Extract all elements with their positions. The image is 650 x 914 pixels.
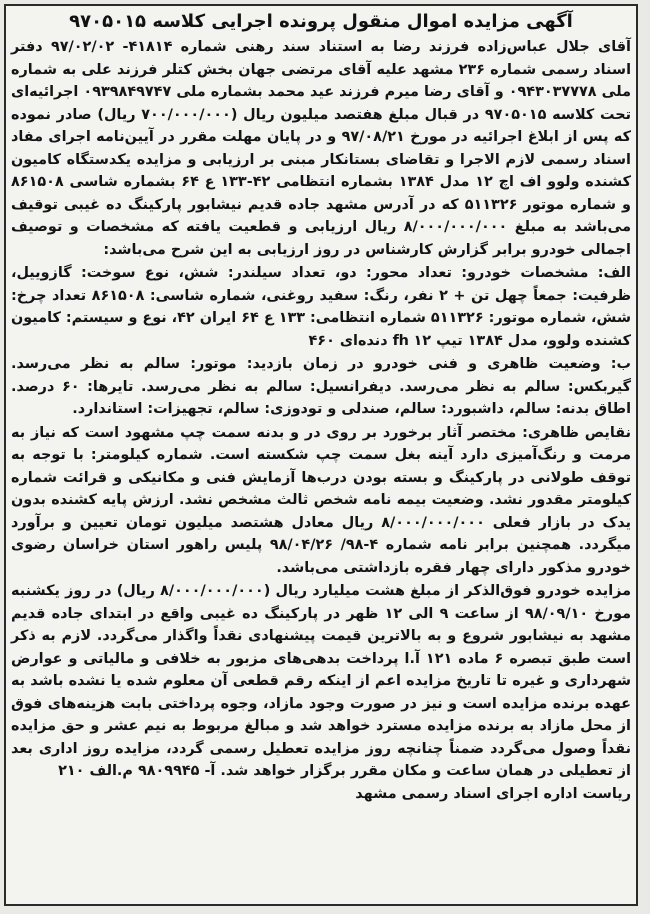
intro-paragraph: آقای جلال عباس‌زاده فرزند رضا به استناد سند رهنی شماره ۴۱۸۱۴- ۹۷/۰۲/۰۲ دفتر اسناد رسمی شماره ۲۳۶ مشهد علیه آقای مرتضی جهان بخش کتلر فرزند علی به شماره ملی ۰۹۴۳۰۳۷۷۷۸ و آقای رضا میرم فرزند عید محمد بشماره ملی ۰۹۳۹۸۴۹۷۴۷ اجرائیه‌ای تحت کلاسه ۹۷۰۵۰۱۵ در قبال مبلغ هفتصد میلیون ریال (۷۰۰/۰۰۰/۰۰۰ ریال) صادر نموده که پس از ابلاغ اجرائیه در مورخ ۹۷/۰۸/۲۱ و در پایان مهلت مقرر در آیین‌نامه اجرای مفاد اسناد رسمی لازم الاجرا و تقاضای بستانکار مبنی بر ارزیابی و مزایده یکدستگاه کامیون کشنده ولوو اف اچ ۱۲ مدل ۱۳۸۴ بشماره انتظامی ۴۲-۱۳۳ ع ۶۴ بشماره شاسی ۸۶۱۵۰۸ و شماره موتور ۵۱۱۳۲۶ که در آدرس مشهد جاده قدیم نیشابور پارکینگ ده غیبی توقیف می‌باشد به مبلغ ۸/۰۰۰/۰۰۰/۰۰۰ ریال ارزیابی و قطعیت یافته که مشخصات و توصیف اجمالی خودرو برابر گزارش کارشناس در روز ارزیابی به این شرح می‌باشد: <box>11 39 632 258</box>
notice-title: آگهی مزایده اموال منقول پرونده اجرایی کلاسه ۹۷۰۵۰۱۵ <box>69 11 573 32</box>
vehicle-condition-paragraph: ب: وضعیت ظاهری و فنی خودرو در زمان بازدید: موتور: سالم به نظر می‌رسد. گیربکس: سالم به نظر می‌رسد. دیفرانسیل: سالم به نظر می‌رسد. تایرها: ۶۰ درصد. اطاق بدنه: سالم، داشبورد: سالم، صندلی و تودوزی: سالم، تجهیزات: استاندارد. <box>11 356 631 417</box>
auction-terms-paragraph: مزایده خودرو فوق‌الذکر از مبلغ هشت میلیارد ریال (۸/۰۰۰/۰۰۰/۰۰۰ ریال) در روز یکشنبه مورخ ۹۸/۰۹/۱۰ از ساعت ۹ الی ۱۲ ظهر در پارکینگ ده غیبی واقع در ابتدای جاده قدیم مشهد به نیشابور شروع و به بالاترین قیمت پیشنهادی نقداً واگذار می‌گردد. لازم به ذکر است طبق تبصره ۶ ماده ۱۲۱ آ.ا پرداخت بدهی‌های مزبور به خلافی و مالیاتی و عوارض شهرداری و غیره تا تاریخ مزایده اعم از اینکه رقم قطعی آن معلوم شده یا نشده باشد به عهده برنده مزایده است و نیز در صورت وجود مازاد، وجوه پرداختی بابت هزینه‌های فوق از محل مازاد به برنده مزایده مسترد خواهد شد و مبالغ مربوط به نیم عشر و حق مزایده نقداً وصول می‌گردد ضمناً چنانچه روز مزایده تعطیل رسمی گردد، مزایده روز اداری بعد از تعطیلی در همان ساعت و مکان مقرر برگزار خواهد شد. آ- ۹۸۰۹۹۴۵ م.الف ۲۱۰ <box>11 583 632 779</box>
auction-notice <box>4 4 638 906</box>
defects-paragraph: نقایص ظاهری: مختصر آثار برخورد بر روی در و بدنه سمت چپ مشهود است که نیاز به مرمت و رنگ‌آمیزی دارد آینه بغل سمت چپ شکسته است. شماره کیلومتر: با توجه به توقف طولانی در پارکینگ و بسته بودن درب‌ها آزمایش فنی و مکانیکی و قرائت شماره کیلومتر مقدور نشد. وضعیت بیمه نامه شخص ثالث مشخص نشد. ارزش پایه کشنده بدون یدک در بازار فعلی ۸/۰۰۰/۰۰۰/۰۰۰ ریال معادل هشتصد میلیون تومان تعیین و برآورد میگردد. همچنین برابر نامه شماره ۴-۹۸/ ۹۸/۰۴/۲۶ پلیس راهور استان خراسان رضوی خودرو مذکور دارای چهار فقره بازداشتی می‌باشد. <box>11 424 632 576</box>
signature-line: ریاست اداره اجرای اسناد رسمی مشهد <box>355 785 631 802</box>
vehicle-specs-paragraph: الف: مشخصات خودرو: تعداد محور: دو، تعداد سیلندر: شش، نوع سوخت: گازوییل، ظرفیت: جمعاً چهل تن + ۲ نفر، رنگ: سفید روغنی، شماره شاسی: ۸۶۱۵۰۸ تعداد چرخ: شش، شماره موتور: ۵۱۱۳۲۶ شماره انتظامی: ۱۳۳ ع ۶۴ ایران ۴۲، نوع و سیستم: کامیون کشنده ولوو، مدل ۱۳۸۴ تیپ fh ۱۲ دنده‌ای ۴۶۰ <box>10 265 631 349</box>
